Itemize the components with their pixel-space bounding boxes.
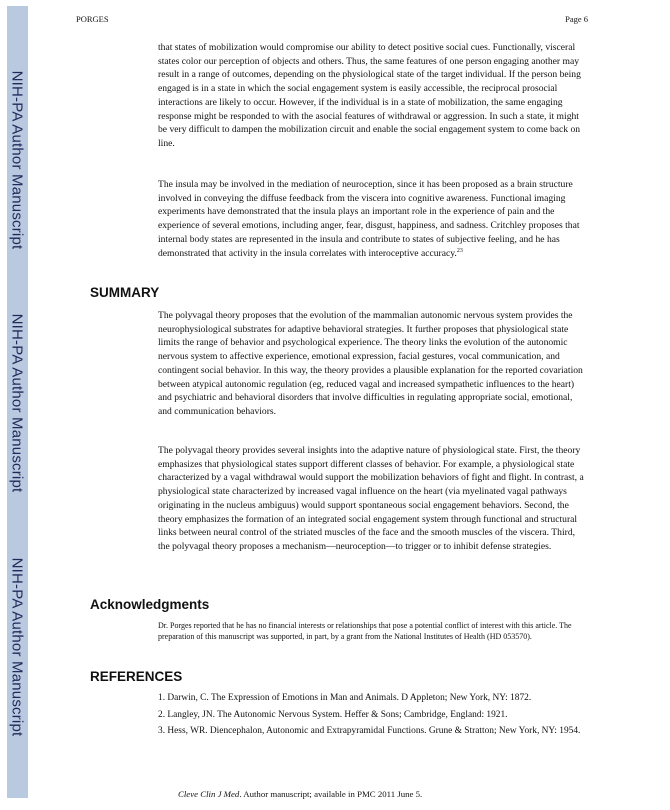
paragraph-text: The polyvagal theory proposes that the evolution of the mammalian autonomic nervous system provides the neurophysiological substrates for adaptive behavioral strategies. It further proposes that physiological state limits the range of behavior and psychological experience. The theory links the evolution of the autonomic nervous system to affective experience, emotional expression, facial gestures, vocal communication, and contingent social behavior. In this way, the theory provides a plausible explanation for the reported covariation between atypical autonomic regulation (eg, reduced vagal and increased sympathetic influences to the heart) and psychiatric and behavioral disorders that involve difficulties in regulating appropriate social, emotional, and communication behaviors.: [158, 310, 583, 417]
sidebar-label-text: NIH-PA Author Manuscript: [8, 313, 26, 493]
reference-list: [158, 692, 588, 742]
reference-item: 2. Langley, JN. The Autonomic Nervous System. Heffer & Sons; Cambridge, England: 1921.: [158, 709, 508, 720]
paragraph-text: [158, 178, 588, 260]
body-paragraph: [158, 178, 588, 260]
citation-superscript: 23: [456, 247, 463, 254]
paragraph-body: The insula may be involved in the mediation of neuroception, since it has been proposed as a brain structure involved in conveying the diffuse feedback from the viscera into cognitive awareness. Functional imaging experiments have demonstrated that the insula plays an important role in the experience of pain and the experience of several emotions, including anger, fear, disgust, happiness, and sadness. Critchley proposes that internal body states are represented in the insula and contribute to states of subjective feeling, and he has demonstrated that activity in the insula correlates with interoceptive accuracy.: [158, 179, 580, 259]
paragraph-text: The polyvagal theory provides several insights into the adaptive nature of physiological state. First, the theory emphasizes that physiological states support different classes of behavior. For example, a physiological state characterized by a vagal withdrawal would support the mobilization behaviors of fight and flight. In contrast, a physiological state characterized by increased vagal influence on the heart (via myelinated vagal pathways originating in the nucleus ambiguus) would support spontaneous social engagement behaviors. Second, the theory emphasizes the formation of an integrated social engagement system through functional and structural links between neural control of the striated muscles of the face and the smooth muscles of the viscera. Third, the polyvagal theory proposes a mechanism—neuroception—to trigger or to inhibit defense strategies.: [158, 445, 584, 552]
journal-name: Cleve Clin J Med: [178, 789, 240, 799]
acknowledgments-text: Dr. Porges reported that he has no financial interests or relationships that pose a potential conflict of interest with this article. The preparation of this manuscript was supported, in part, by a grant from the National Institutes of Health (HD 053570).: [158, 621, 572, 641]
reference-item: 3. Hess, WR. Diencephalon, Autonomic and Extrapyramidal Functions. Grune & Stratton; New York, NY: 1954.: [158, 726, 581, 736]
section-heading-summary: SUMMARY: [90, 285, 160, 300]
section-heading-references: REFERENCES: [90, 669, 183, 684]
page-number: Page 6: [565, 14, 588, 24]
section-heading-acknowledgments: Acknowledgments: [90, 597, 210, 612]
running-title: PORGES: [76, 14, 109, 24]
sidebar-label-text: NIH-PA Author Manuscript: [8, 70, 26, 250]
summary-paragraph: [158, 444, 588, 554]
footer-text: . Author manuscript; available in PMC 2011 June 5.: [239, 789, 423, 799]
body-paragraph: [158, 41, 588, 151]
summary-paragraph: [158, 309, 588, 419]
paragraph-text: that states of mobilization would compromise our ability to detect positive social cues. Functionally, visceral states color our perception of objects and others. Thus, the same features of one person engaging another may result in a range of outcomes, depending on the physiological state of the target individual. If the person being engaged is in a state in which the social engagement system is easily accessible, the reciprocal prosocial interactions are likely to occur. However, if the individual is in a state of mobilization, the same engaging response might be responded to with the asocial features of withdrawal or aggression. In such a state, it might be very difficult to dampen the mobilization circuit and enable the social engagement system to come back on line.: [158, 42, 581, 149]
page-footer: [178, 789, 422, 799]
running-header: [76, 14, 588, 24]
reference-item: 1. Darwin, C. The Expression of Emotions in Man and Animals. D Appleton; New York, NY: 1872.: [158, 693, 532, 703]
sidebar-label-text: NIH-PA Author Manuscript: [8, 557, 26, 737]
